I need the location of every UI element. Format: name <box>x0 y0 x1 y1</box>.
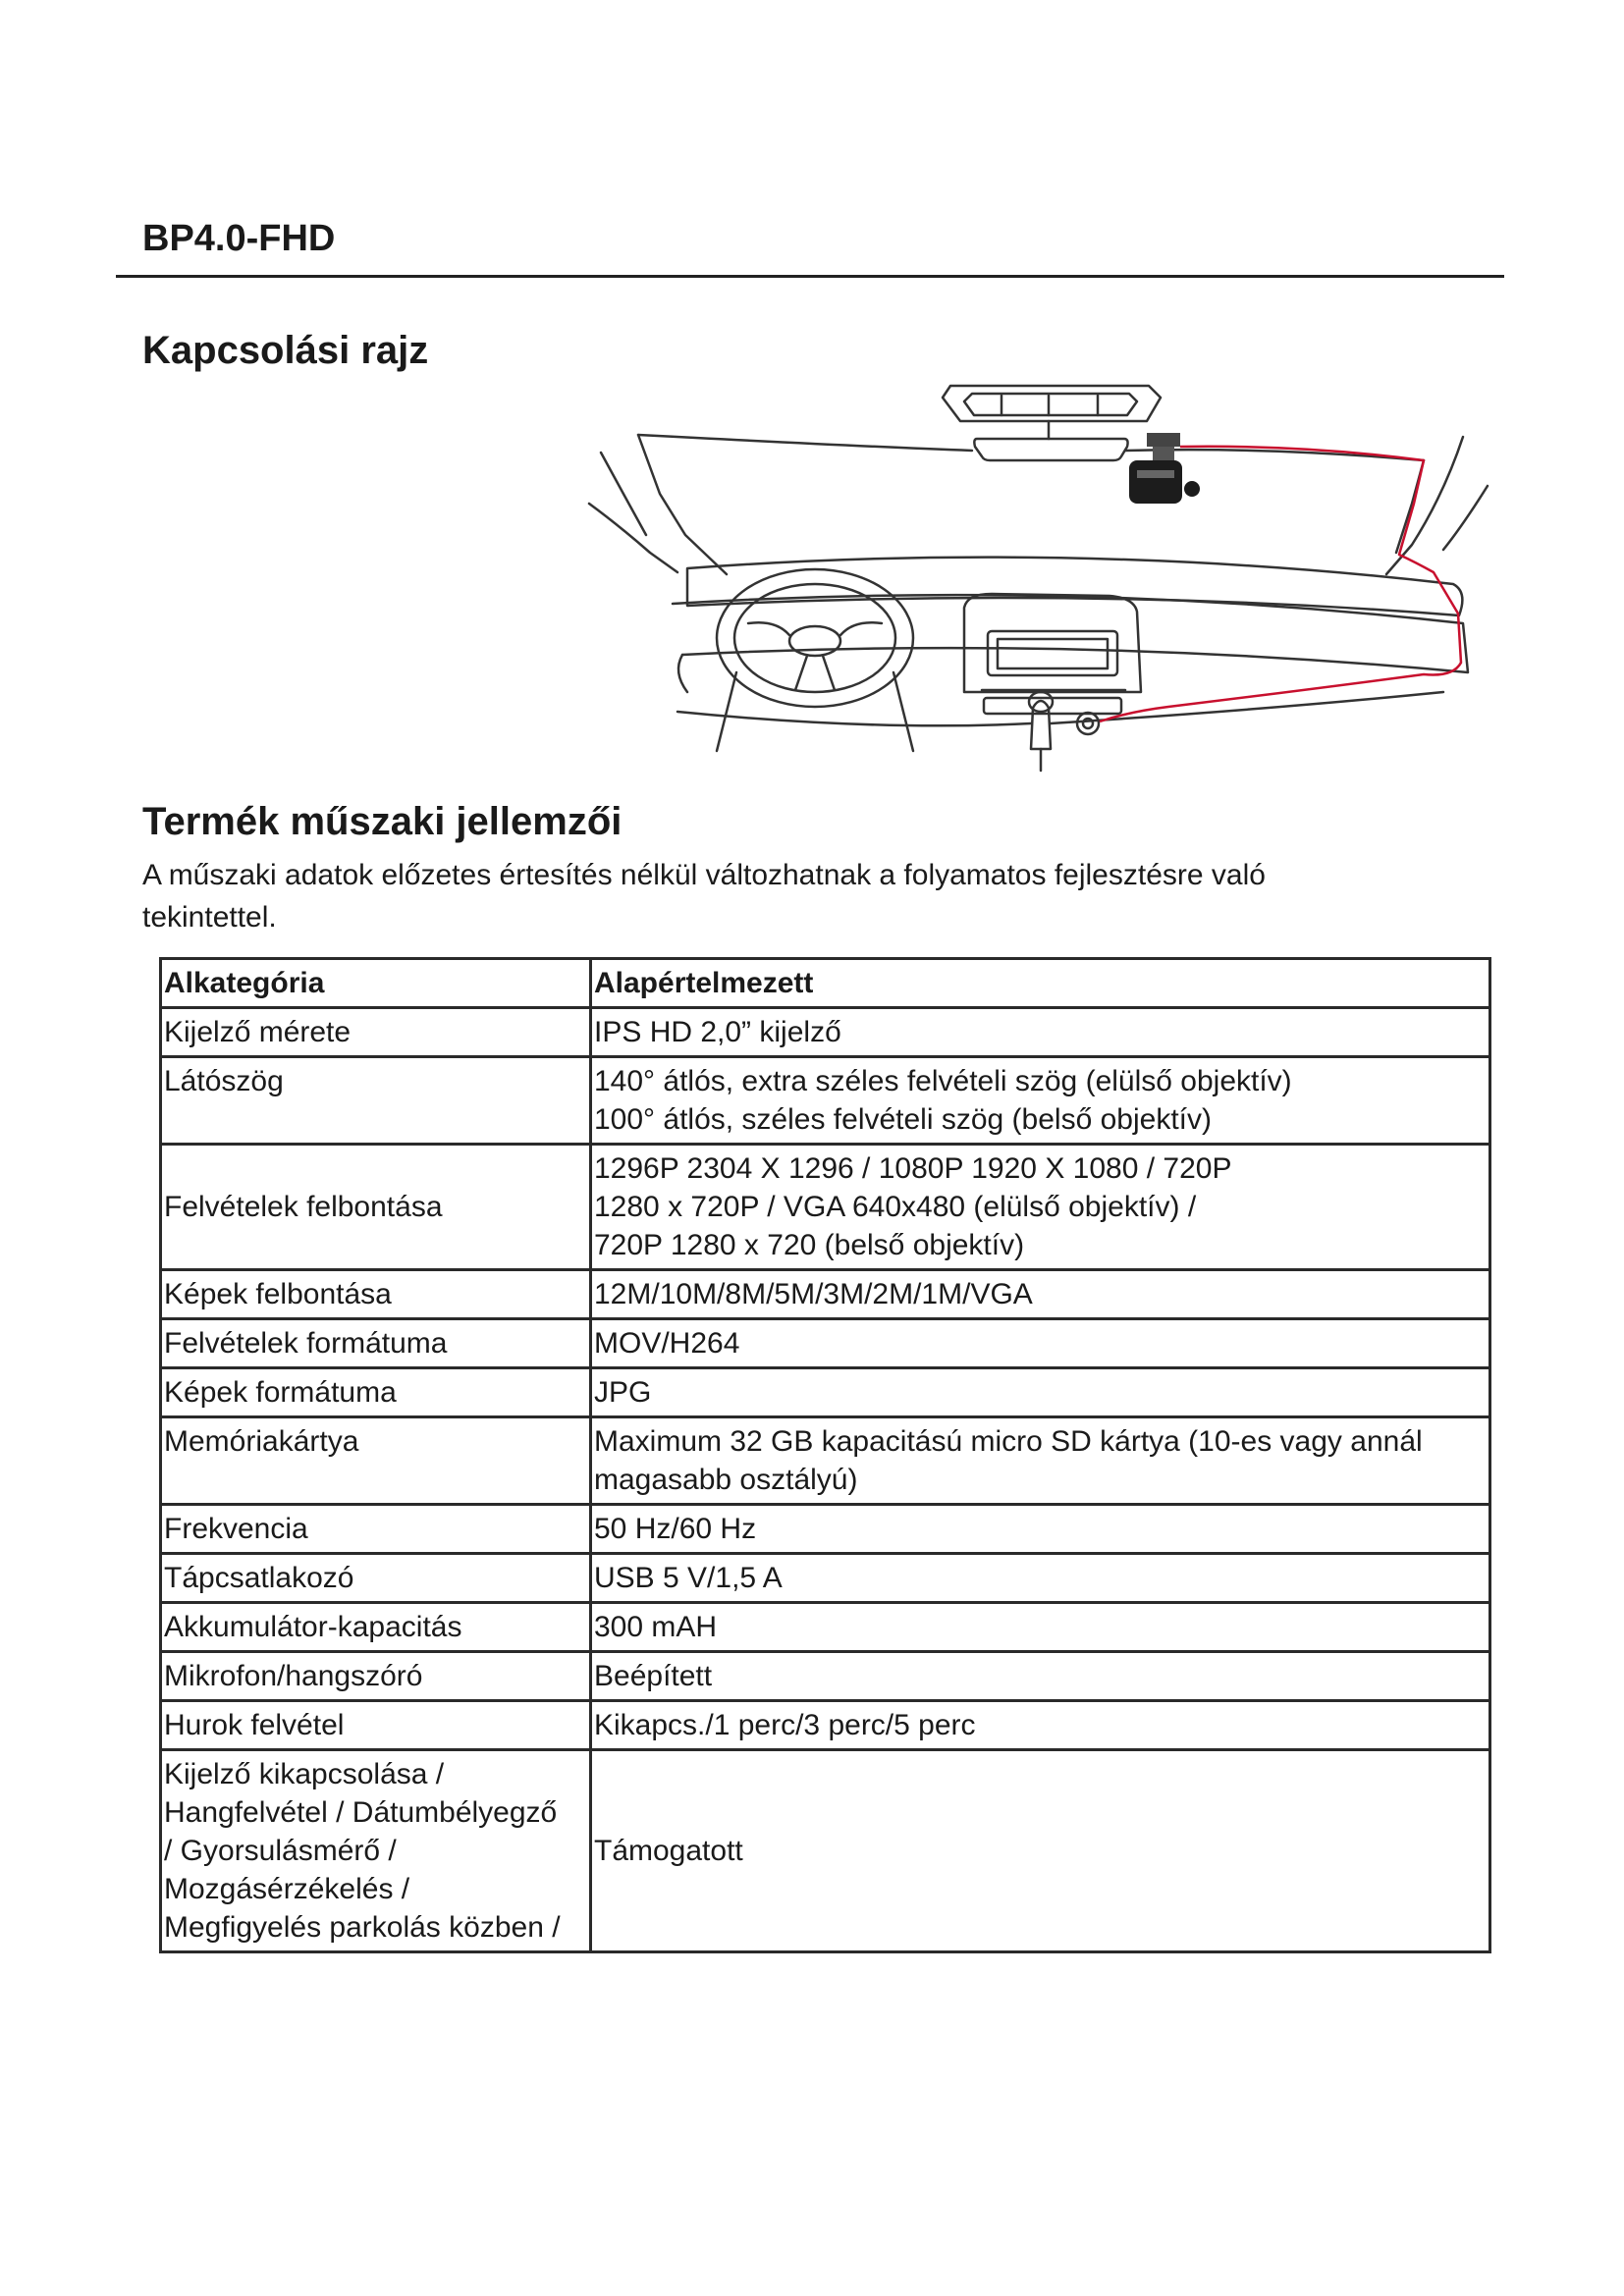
table-row <box>161 1554 1490 1603</box>
specifications-table <box>159 957 1491 1953</box>
spec-name: Felvételek formátuma <box>161 1319 591 1368</box>
column-header-default: Alapértelmezett <box>591 959 1490 1008</box>
intro-line-1: A műszaki adatok előzetes értesítés nélkül változhatnak a folyamatos fejlesztésre való <box>142 859 1266 891</box>
car-interior-wiring-diagram <box>579 378 1502 775</box>
spec-value: 1296P 2304 X 1296 / 1080P 1920 X 1080 / 720P 1280 x 720P / VGA 640x480 (elülső objektív) / 720P 1280 x 720 (belső objektív) <box>591 1145 1490 1270</box>
specifications-heading: Termék műszaki jellemzői <box>142 800 623 843</box>
table-row <box>161 1008 1490 1057</box>
table-row <box>161 1701 1490 1750</box>
spec-name: Akkumulátor-kapacitás <box>161 1603 591 1652</box>
spec-name: Kijelző kikapcsolása / Hangfelvétel / Dátumbélyegző / Gyorsulásmérő / Mozgásérzékelés / Megfigyelés parkolás közben / <box>161 1750 591 1952</box>
spec-value: Maximum 32 GB kapacitású micro SD kártya (10-es vagy annál magasabb osztályú) <box>591 1417 1490 1505</box>
spec-value: 50 Hz/60 Hz <box>591 1505 1490 1554</box>
spec-name: Mikrofon/hangszóró <box>161 1652 591 1701</box>
table-row <box>161 1603 1490 1652</box>
spec-name: Memóriakártya <box>161 1417 591 1505</box>
spec-name: Képek formátuma <box>161 1368 591 1417</box>
dash-camera-icon <box>1129 433 1200 504</box>
spec-value: IPS HD 2,0” kijelző <box>591 1008 1490 1057</box>
spec-name: Felvételek felbontása <box>161 1145 591 1270</box>
spec-value: 12M/10M/8M/5M/3M/2M/1M/VGA <box>591 1270 1490 1319</box>
spec-name: Kijelző mérete <box>161 1008 591 1057</box>
spec-value: Beépített <box>591 1652 1490 1701</box>
spec-value: JPG <box>591 1368 1490 1417</box>
wiring-diagram-heading: Kapcsolási rajz <box>142 329 429 372</box>
specifications-intro <box>142 854 1419 938</box>
column-header-subcategory: Alkategória <box>161 959 591 1008</box>
table-row <box>161 1145 1490 1270</box>
spec-name: Képek felbontása <box>161 1270 591 1319</box>
spec-value: 140° átlós, extra széles felvételi szög (elülső objektív) 100° átlós, széles felvételi szög (belső objektív) <box>591 1057 1490 1145</box>
table-row <box>161 1505 1490 1554</box>
title-divider <box>116 275 1504 278</box>
spec-value: 300 mAH <box>591 1603 1490 1652</box>
table-row <box>161 1652 1490 1701</box>
document-title: BP4.0-FHD <box>142 218 336 259</box>
spec-value: MOV/H264 <box>591 1319 1490 1368</box>
table-row <box>161 1417 1490 1505</box>
intro-line-2: tekintettel. <box>142 901 277 934</box>
spec-name: Frekvencia <box>161 1505 591 1554</box>
spec-name: Hurok felvétel <box>161 1701 591 1750</box>
table-row <box>161 1319 1490 1368</box>
table-header-row <box>161 959 1490 1008</box>
spec-name: Tápcsatlakozó <box>161 1554 591 1603</box>
spec-value: Kikapcs./1 perc/3 perc/5 perc <box>591 1701 1490 1750</box>
table-row <box>161 1270 1490 1319</box>
spec-value: USB 5 V/1,5 A <box>591 1554 1490 1603</box>
spec-value: Támogatott <box>591 1750 1490 1952</box>
spec-name: Látószög <box>161 1057 591 1145</box>
table-row <box>161 1057 1490 1145</box>
table-row <box>161 1750 1490 1952</box>
table-row <box>161 1368 1490 1417</box>
